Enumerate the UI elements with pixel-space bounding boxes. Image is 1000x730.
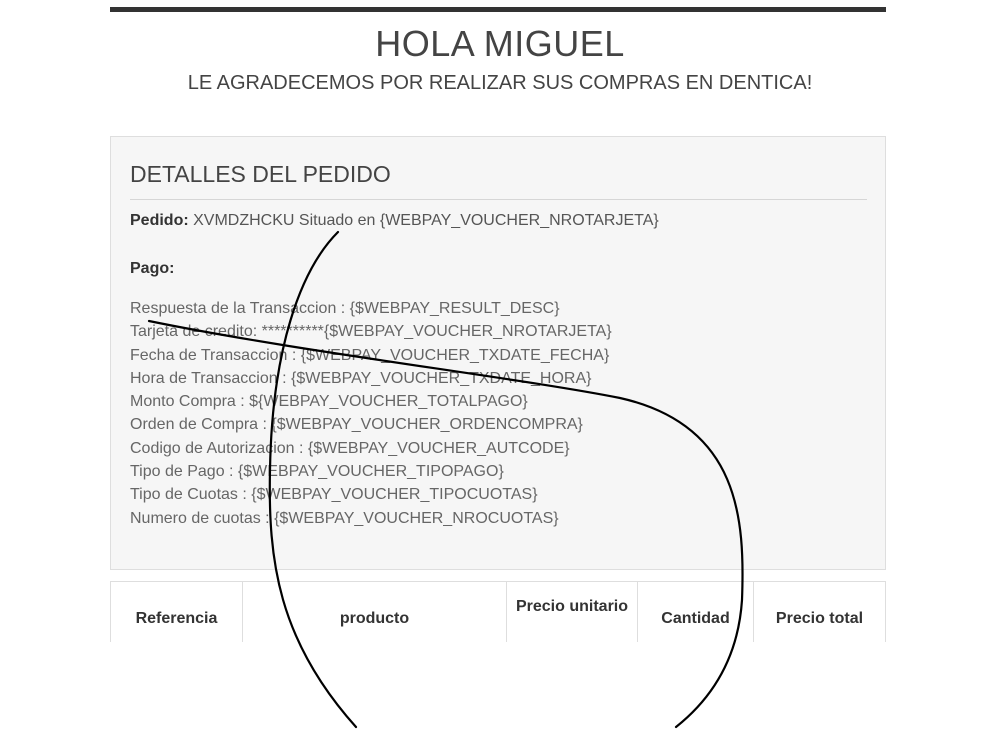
payment-line-installment-count: Numero de cuotas : {$WEBPAY_VOUCHER_NROCUOTAS} — [130, 509, 559, 527]
divider — [130, 199, 867, 200]
payment-label: Pago: — [130, 260, 175, 277]
payment-line-transaction-response: Respuesta de la Transaccion : {$WEBPAY_RESULT_DESC} — [130, 300, 560, 317]
payment-line-purchase-order: Orden de Compra : {$WEBPAY_VOUCHER_ORDENCOMPRA} — [130, 416, 583, 434]
column-header-total-price: Precio total — [753, 582, 886, 642]
order-label: Pedido: — [130, 212, 189, 229]
payment-line-transaction-time: Hora de Transaccion : {$WEBPAY_VOUCHER_TXDATE_HORA} — [130, 369, 592, 387]
column-header-quantity: Cantidad — [637, 582, 753, 642]
order-details-panel — [110, 136, 886, 570]
payment-line-transaction-date: Fecha de Transaccion : {$WEBPAY_VOUCHER_TXDATE_FECHA} — [130, 346, 610, 364]
top-accent-bar — [110, 7, 886, 12]
payment-details-list — [130, 297, 612, 530]
column-header-reference: Referencia — [110, 582, 242, 642]
order-line — [130, 210, 659, 232]
order-details-title: DETALLES DEL PEDIDO — [130, 161, 391, 187]
thanks-subheading: LE AGRADECEMOS POR REALIZAR SUS COMPRAS EN DENTICA! — [187, 72, 813, 94]
payment-line-credit-card: Tarjeta de credito: **********{$WEBPAY_VOUCHER_NROTARJETA} — [130, 323, 612, 341]
payment-line-purchase-amount: Monto Compra : ${WEBPAY_VOUCHER_TOTALPAGO} — [130, 393, 528, 411]
order-items-table — [110, 581, 886, 730]
column-header-product: producto — [242, 582, 506, 642]
order-value: XVMDZHCKU Situado en {WEBPAY_VOUCHER_NROTARJETA} — [193, 212, 659, 229]
greeting-heading: HOLA MIGUEL — [375, 23, 625, 64]
column-header-unit-price: Precio unitario — [506, 582, 637, 642]
payment-line-installment-type: Tipo de Cuotas : {$WEBPAY_VOUCHER_TIPOCUOTAS} — [130, 486, 538, 504]
payment-line-payment-type: Tipo de Pago : {$WEBPAY_VOUCHER_TIPOPAGO} — [130, 463, 504, 481]
payment-line-authorization-code: Codigo de Autorizacion : {$WEBPAY_VOUCHER_AUTCODE} — [130, 439, 570, 457]
